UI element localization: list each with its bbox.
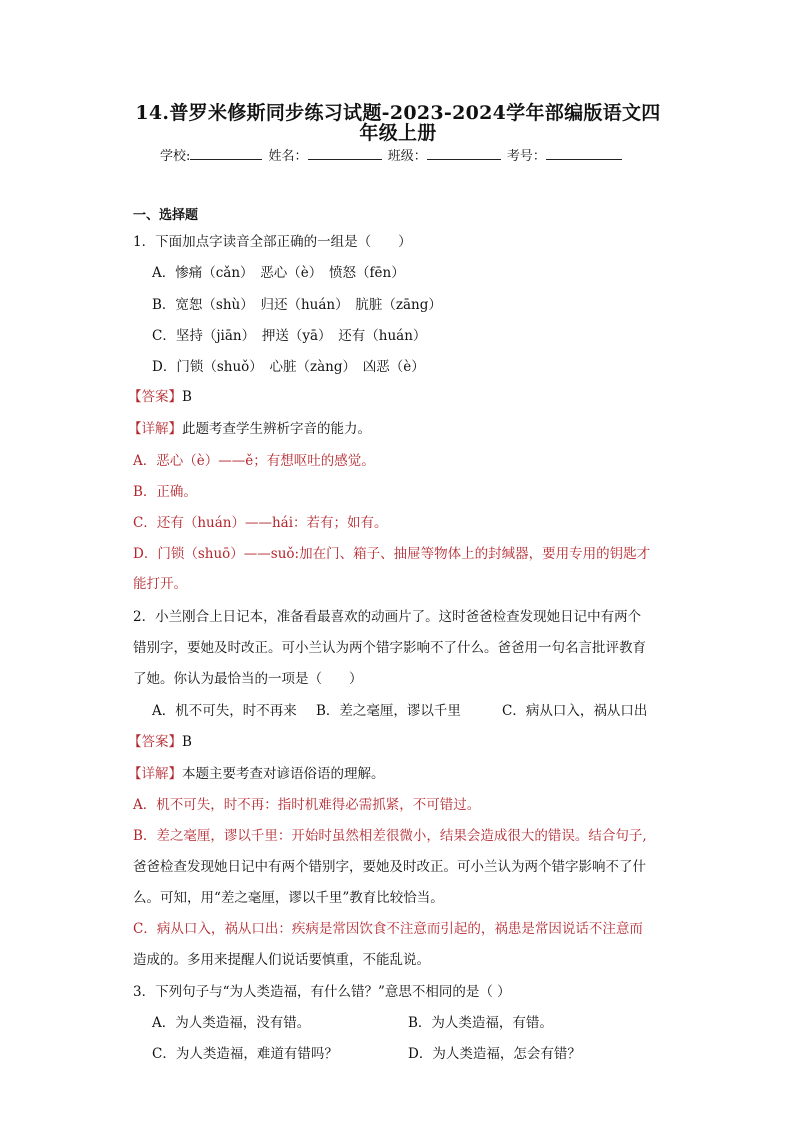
q1-detail bbox=[128, 419, 371, 439]
q1-explain-d-cont: 能打开。 bbox=[133, 576, 187, 592]
q2-stem-line1: 2．小兰刚合上日记本，准备看最喜欢的动画片了。这时爸爸检查发现她日记中有两个 bbox=[133, 609, 642, 625]
q3-option-c: C．为人类造福，难道有错吗？ bbox=[152, 1046, 338, 1062]
q3-option-b: B．为人类造福，有错。 bbox=[408, 1015, 553, 1031]
name-blank[interactable] bbox=[308, 148, 382, 160]
answer-value: B bbox=[182, 734, 192, 750]
q2-explain-c-cont: 造成的。多用来提醒人们说话要慎重，不能乱说。 bbox=[133, 952, 430, 968]
q2-stem-line3: 了她。你认为最恰当的一项是（ ） bbox=[133, 671, 363, 687]
q1-option-a: A．惨痛（cǎn） 恶心（è） 愤怒（fēn） bbox=[152, 265, 405, 281]
q1-option-b: B．宽恕（shù） 归还（huán） 肮脏（zāng） bbox=[152, 297, 442, 313]
school-label: 学校: bbox=[160, 149, 191, 164]
page-title: 14.普罗米修斯同步练习试题-2023-2024学年部编版语文四 bbox=[135, 102, 661, 124]
student-info-line bbox=[160, 145, 640, 164]
answer-tag: 【答案】 bbox=[128, 389, 182, 405]
answer-value: B bbox=[182, 389, 192, 405]
q2-explain-c: C．病从口入，祸从口出：疾病是常因饮食不注意而引起的，祸患是常因说话不注意而 bbox=[133, 921, 643, 937]
q2-explain-a: A．机不可失，时不再：指时机难得必需抓紧，不可错过。 bbox=[133, 797, 481, 813]
q2-option-c: C．病从口入，祸从口出 bbox=[502, 703, 648, 719]
class-label: 班级： bbox=[387, 149, 427, 164]
q1-explain-b: B．正确。 bbox=[133, 484, 197, 500]
q2-option-a: A．机不可失，时不再来 bbox=[152, 703, 297, 719]
detail-text: 本题主要考查对谚语俗语的理解。 bbox=[182, 766, 385, 782]
q1-option-d: D．门锁（shuǒ） 心脏（zàng） 凶恶（è） bbox=[152, 359, 425, 375]
number-blank[interactable] bbox=[546, 148, 622, 160]
q1-answer bbox=[128, 387, 192, 407]
q3-option-d: D．为人类造福，怎会有错？ bbox=[408, 1046, 581, 1062]
q1-explain-c: C．还有（huán）——hái：若有；如有。 bbox=[133, 515, 388, 531]
section-title: 一、选择题 bbox=[133, 208, 199, 223]
q2-option-b: B．差之毫厘，谬以千里 bbox=[316, 703, 461, 719]
q2-explain-b: B．差之毫厘，谬以千里：开始时虽然相差很微小，结果会造成很大的错误。结合句子, bbox=[133, 828, 647, 844]
q2-stem-line2: 错别字，要她及时改正。可小兰认为两个错字影响不了什么。爸爸用一句名言批评教育 bbox=[133, 640, 646, 656]
detail-text: 此题考查学生辨析字音的能力。 bbox=[182, 421, 371, 437]
page-title-line2: 年级上册 bbox=[359, 122, 437, 144]
class-blank[interactable] bbox=[427, 148, 501, 160]
q2-explain-b-cont2: 么。可知，用“差之毫厘，谬以千里”教育比较恰当。 bbox=[133, 890, 444, 906]
q3-option-a: A．为人类造福，没有错。 bbox=[152, 1015, 311, 1031]
q2-answer bbox=[128, 732, 192, 752]
answer-tag: 【答案】 bbox=[128, 734, 182, 750]
q2-detail bbox=[128, 764, 385, 784]
number-label: 考号： bbox=[506, 149, 546, 164]
q3-stem: 3．下列句子与“为人类造福，有什么错？”意思不相同的是（ ） bbox=[133, 984, 511, 1000]
detail-tag: 【详解】 bbox=[128, 766, 182, 782]
q2-explain-b-cont1: 爸爸检查发现她日记中有两个错别字，要她及时改正。可小兰认为两个错字影响不了什 bbox=[133, 859, 646, 875]
school-blank[interactable] bbox=[190, 148, 262, 160]
q1-option-c: C．坚持（jiān） 押送（yā） 还有（huán） bbox=[152, 328, 427, 344]
q1-explain-a: A．恶心（è）——ě；有想呕吐的感觉。 bbox=[133, 453, 375, 469]
detail-tag: 【详解】 bbox=[128, 421, 182, 437]
q1-explain-d: D．门锁（shuō）——suǒ:加在门、箱子、抽屉等物体上的封缄器，要用专用的钥匙才 bbox=[133, 546, 651, 562]
q1-stem: 1．下面加点字读音全部正确的一组是（ ） bbox=[133, 234, 412, 250]
name-label: 姓名： bbox=[268, 149, 308, 164]
